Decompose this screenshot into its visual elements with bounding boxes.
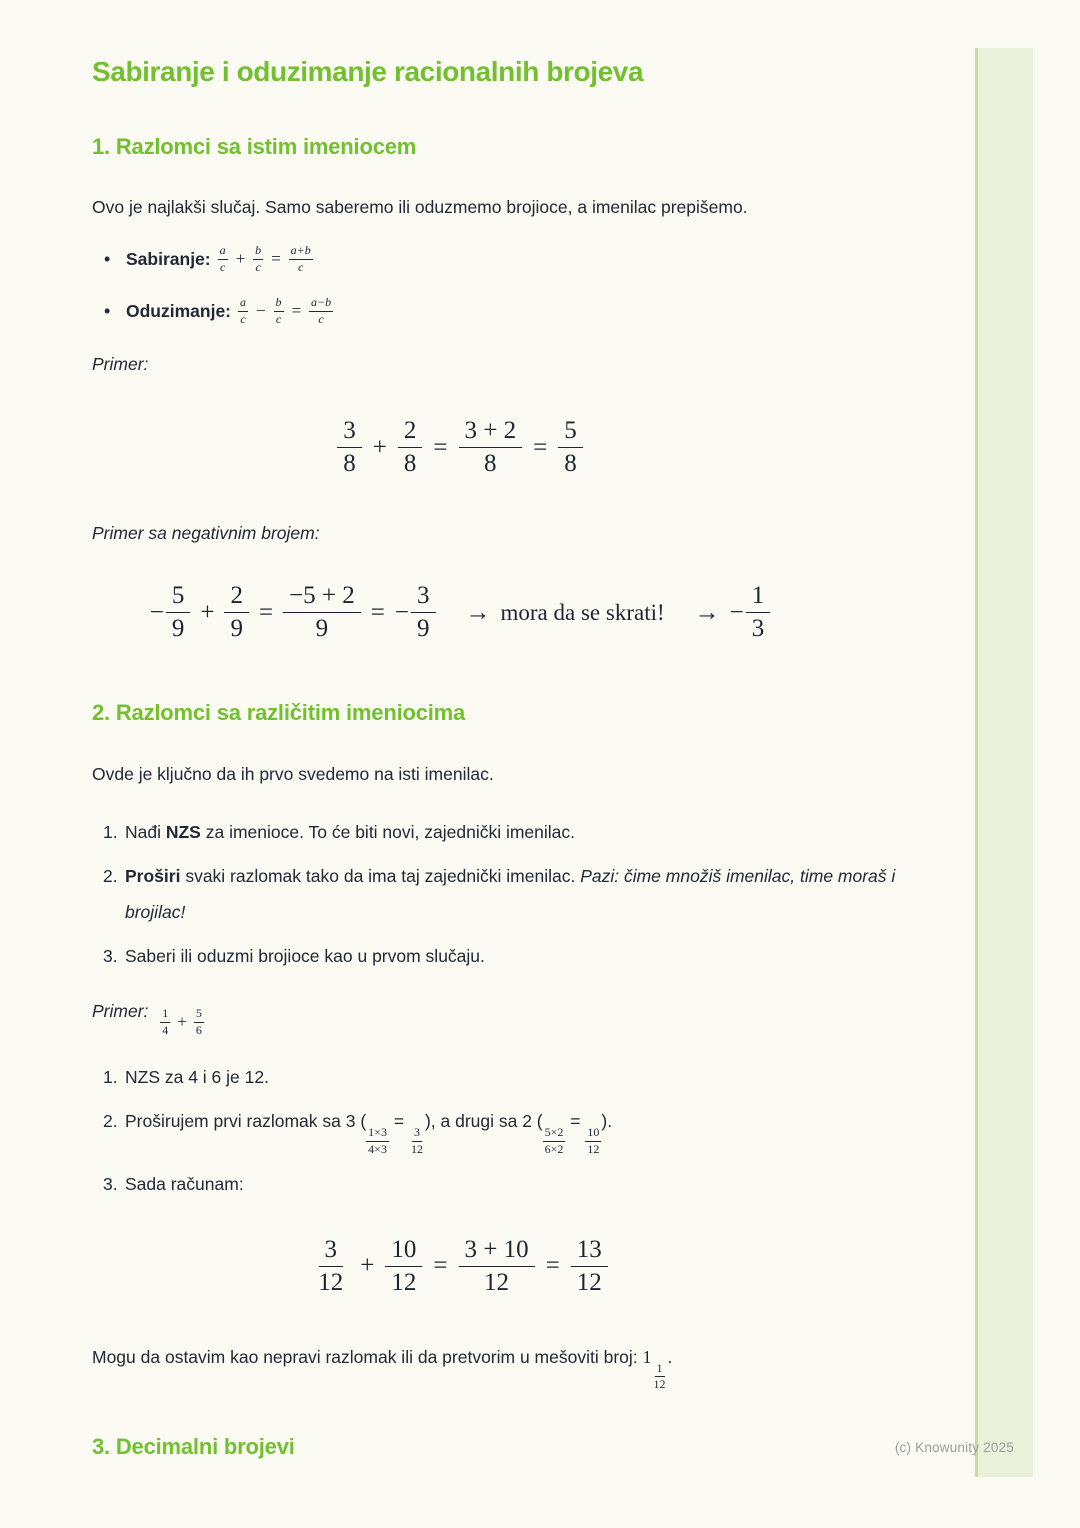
equals-sign: = [258,598,274,626]
mixed-number [642,1346,668,1392]
equals-sign: = [370,598,385,626]
section2-outro: Mogu da ostavim kao nepravi razlomak ili da pretvorim u mešoviti broj: 1 $\frac{1}{12}$ . [92,1346,673,1392]
fraction: 3 8 [337,415,362,480]
bullet-dot: • [104,248,111,269]
negative-fraction [730,580,771,645]
example-formula-negative [92,580,828,645]
fraction: $\frac{2}{9}$ [224,580,249,645]
calc-item-2 [92,1103,937,1158]
primer-label: Primer: [92,354,149,375]
equals-sign: = [433,1252,448,1280]
oduzimanje-label: Oduzimanje: [126,300,232,321]
arrow-icon: → [694,598,720,626]
negative-fraction [395,580,436,645]
fraction: $\frac{5}{9}$ [166,580,191,645]
step-text: Proširi svaki razlomak tako da ima taj zajednički imenilac. Pazi: čime množiš imenilac, time moraš i brojilac! [125,865,896,922]
section1-heading: 1. Razlomci sa istim imeniocem [92,133,417,159]
equals-sign: = [545,1252,560,1280]
fraction: $\frac{5}{8}$ [558,415,583,480]
rule-bullet-list [92,239,937,331]
fraction: $\frac{3 + 10}{12}$ [459,1234,535,1299]
minus-operator: − [255,301,267,321]
negative-fraction [150,580,191,645]
example-formula-2 [92,1234,828,1299]
primer2-label: Primer: [92,1000,149,1021]
minus-sign: − [394,598,409,626]
fraction: $\frac{5\times 2}{6\times 2}$ [544,1125,564,1156]
step-number: 3. [103,1173,118,1194]
step-item-2 [92,858,937,930]
document-content [92,0,937,1462]
step-number: 1. [103,821,118,842]
annotation-group [466,599,665,627]
fraction: $\frac{10}{12}$ [385,1234,422,1299]
plus-operator: + [234,249,247,269]
fraction: $\frac{b}{c}$ [255,242,262,274]
fraction: $\frac{13}{12}$ [571,1234,608,1299]
step-text: Nađi NZS za imenioce. To će biti novi, zajednički imenilac. [125,821,576,842]
fraction: $\frac{b}{c}$ [275,294,282,326]
prosiri-term: Proširi [125,865,181,886]
minus-sign: − [729,598,744,626]
primer2-line [92,994,937,1039]
sabiranje-formula [218,243,313,276]
steps-list [92,814,937,974]
section1-intro: Ovo je najlakši slučaj. Samo saberemo ili oduzmemo brojioce, a imenilac prepišemo. [92,197,748,218]
step-number: 1. [103,1067,118,1088]
fraction: $\frac{1\times 3}{4\times 3}$ [368,1125,387,1156]
nzs-term: NZS [165,821,201,842]
arrow-icon: → [465,598,491,626]
equals-sign: = [270,249,282,269]
step-number: 2. [103,1111,118,1132]
fraction: $\frac{1}{12}$ [653,1360,666,1392]
section2-heading: 2. Razlomci sa različitim imeniocima [92,700,466,726]
fraction: $\frac{1}{3}$ [746,580,771,645]
page-title: Sabiranje i oduzimanje racionalnih brojeva [92,56,644,87]
calculation-list [92,1059,937,1202]
equals-sign: = [433,433,448,461]
step-text: NZS za 4 i 6 je 12. [125,1067,269,1088]
equals-sign: = [393,1111,405,1132]
step-number: 2. [103,865,118,886]
result-group [695,580,771,645]
whole-part: 1 [642,1346,652,1367]
primer-negative-label: Primer sa negativnim brojem: [92,523,320,544]
equals-sign: = [533,433,548,461]
equals-sign: = [570,1111,581,1132]
section2-intro: Ovde je ključno da ih prvo svedemo na isti imenilac. [92,763,494,784]
equation-group [150,580,436,645]
fraction: $\frac{3}{9}$ [411,580,436,645]
fraction: $\frac{a+b}{c}$ [290,242,311,274]
step-item-1 [92,814,937,850]
equals-sign: = [290,301,302,321]
right-accent-bar [975,48,1033,1477]
calc-item-3 [92,1166,937,1202]
example-formula-1 [92,415,828,480]
fraction: $\frac{3}{12}$ [410,1125,423,1156]
minus-sign: − [149,598,164,626]
plus-operator: + [360,1252,375,1280]
fraction: $\frac{2}{8}$ [398,415,423,480]
fraction: $\frac{-5 + 2}{9}$ [283,580,361,645]
step-text: Saberi ili oduzmi brojioce kao u prvom slučaju. [125,945,485,966]
fraction: $\frac{3 + 2}{8}$ [459,415,523,480]
plus-operator: + [372,433,387,461]
copyright-footer: (c) Knowunity 2025 [894,1440,1014,1455]
oduzimanje-formula [238,295,333,328]
bullet-oduzimanje [92,291,937,331]
fraction: a c [240,294,247,326]
step-number: 3. [103,945,118,966]
plus-operator: + [177,1012,187,1032]
plus-operator: + [200,598,215,626]
fraction: 3 12 [318,1235,344,1296]
fraction: a c [219,242,226,274]
fraction: 1 4 [162,1005,169,1037]
sabiranje-label: Sabiranje: [126,248,211,269]
bullet-dot: • [104,300,111,321]
step-item-3 [92,938,937,974]
step-text: Proširujem prvi razlomak sa 3 ( $\frac{1\times 3}{4\times 3}$ = $\frac{3}{12}$ ), a drugi sa 2 ( $\frac{5\times 2}{6\times 2}$ = $\frac{10}{12}$ ). [125,1111,613,1156]
warning-note: Pazi: čime množiš imenilac, time moraš i brojilac! [125,865,896,922]
fraction: $\frac{10}{12}$ [587,1125,600,1156]
annotation-text: mora da se skrati! [500,599,665,625]
bullet-sabiranje [92,239,937,279]
section3-heading: 3. Decimalni brojevi [92,1434,295,1460]
step-text: Sada računam: [125,1173,244,1194]
primer2-formula [160,1005,204,1039]
fraction: $\frac{5}{6}$ [195,1005,202,1037]
calc-item-1 [92,1059,937,1095]
fraction: $\frac{a-b}{c}$ [310,294,332,326]
